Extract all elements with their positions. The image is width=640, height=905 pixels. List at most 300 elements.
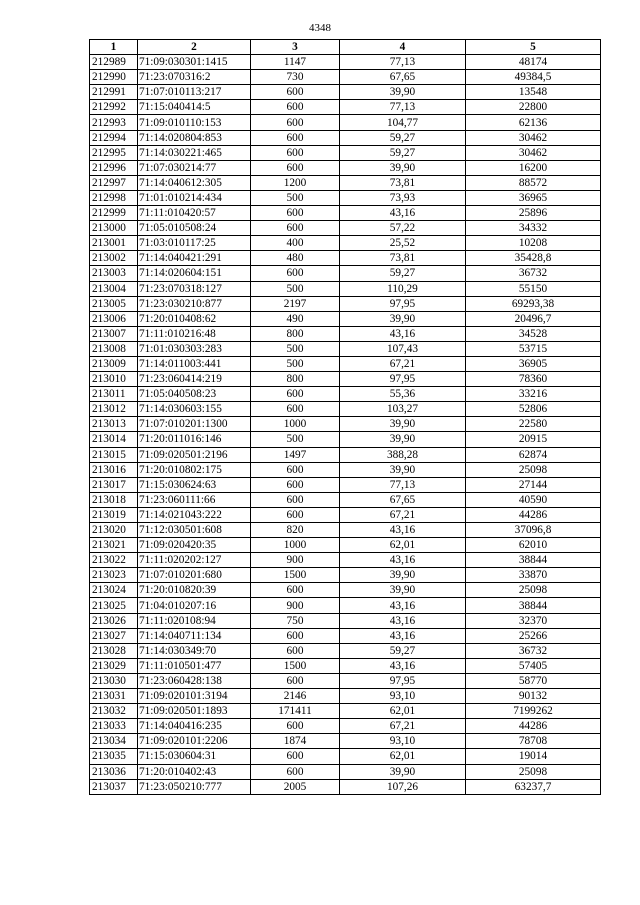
value-cell: 52806 bbox=[466, 402, 601, 417]
table-row bbox=[90, 145, 601, 160]
cadastral-number-cell: 71:04:010207:16 bbox=[138, 598, 251, 613]
rate-cell: 39,90 bbox=[340, 462, 466, 477]
table-row bbox=[90, 734, 601, 749]
row-number-cell: 213026 bbox=[90, 613, 138, 628]
rate-cell: 110,29 bbox=[340, 281, 466, 296]
cadastral-number-cell: 71:14:040612:305 bbox=[138, 175, 251, 190]
rate-cell: 62,01 bbox=[340, 704, 466, 719]
value-cell: 58770 bbox=[466, 673, 601, 688]
row-number-cell: 212997 bbox=[90, 175, 138, 190]
value-cell: 33216 bbox=[466, 387, 601, 402]
cadastral-number-cell: 71:23:060428:138 bbox=[138, 673, 251, 688]
area-cell: 750 bbox=[251, 613, 340, 628]
cadastral-number-cell: 71:05:010508:24 bbox=[138, 221, 251, 236]
row-number-cell: 213034 bbox=[90, 734, 138, 749]
area-cell: 500 bbox=[251, 190, 340, 205]
rate-cell: 103,27 bbox=[340, 402, 466, 417]
value-cell: 35428,8 bbox=[466, 251, 601, 266]
rate-cell: 57,22 bbox=[340, 221, 466, 236]
value-cell: 34528 bbox=[466, 326, 601, 341]
row-number-cell: 213033 bbox=[90, 719, 138, 734]
row-number-cell: 213003 bbox=[90, 266, 138, 281]
row-number-cell: 213012 bbox=[90, 402, 138, 417]
column-header-3: 3 bbox=[251, 40, 340, 55]
table-row bbox=[90, 100, 601, 115]
rate-cell: 39,90 bbox=[340, 85, 466, 100]
area-cell: 600 bbox=[251, 749, 340, 764]
area-cell: 600 bbox=[251, 583, 340, 598]
value-cell: 62874 bbox=[466, 447, 601, 462]
row-number-cell: 213004 bbox=[90, 281, 138, 296]
table-row bbox=[90, 507, 601, 522]
table-row bbox=[90, 417, 601, 432]
header-row bbox=[90, 40, 601, 55]
value-cell: 20496,7 bbox=[466, 311, 601, 326]
area-cell: 171411 bbox=[251, 704, 340, 719]
table-row bbox=[90, 432, 601, 447]
table-row bbox=[90, 296, 601, 311]
area-cell: 1500 bbox=[251, 658, 340, 673]
data-table bbox=[89, 39, 601, 795]
row-number-cell: 213025 bbox=[90, 598, 138, 613]
table-row bbox=[90, 658, 601, 673]
row-number-cell: 212995 bbox=[90, 145, 138, 160]
value-cell: 78360 bbox=[466, 372, 601, 387]
value-cell: 62136 bbox=[466, 115, 601, 130]
cadastral-number-cell: 71:12:030501:608 bbox=[138, 523, 251, 538]
area-cell: 600 bbox=[251, 402, 340, 417]
area-cell: 600 bbox=[251, 764, 340, 779]
row-number-cell: 213036 bbox=[90, 764, 138, 779]
area-cell: 1874 bbox=[251, 734, 340, 749]
table-row bbox=[90, 206, 601, 221]
cadastral-number-cell: 71:14:040711:134 bbox=[138, 628, 251, 643]
row-number-cell: 213020 bbox=[90, 523, 138, 538]
row-number-cell: 213030 bbox=[90, 673, 138, 688]
cadastral-number-cell: 71:09:020501:2196 bbox=[138, 447, 251, 462]
rate-cell: 55,36 bbox=[340, 387, 466, 402]
value-cell: 22800 bbox=[466, 100, 601, 115]
rate-cell: 59,27 bbox=[340, 130, 466, 145]
area-cell: 2146 bbox=[251, 689, 340, 704]
row-number-cell: 213018 bbox=[90, 492, 138, 507]
rate-cell: 67,21 bbox=[340, 719, 466, 734]
cadastral-number-cell: 71:14:030349:70 bbox=[138, 643, 251, 658]
value-cell: 49384,5 bbox=[466, 70, 601, 85]
area-cell: 600 bbox=[251, 628, 340, 643]
area-cell: 600 bbox=[251, 85, 340, 100]
table-row bbox=[90, 447, 601, 462]
table-row bbox=[90, 553, 601, 568]
table-row bbox=[90, 477, 601, 492]
cadastral-number-cell: 71:23:060414:219 bbox=[138, 372, 251, 387]
table-row bbox=[90, 598, 601, 613]
cadastral-number-cell: 71:07:030214:77 bbox=[138, 160, 251, 175]
table-row bbox=[90, 402, 601, 417]
value-cell: 30462 bbox=[466, 130, 601, 145]
value-cell: 63237,7 bbox=[466, 779, 601, 794]
rate-cell: 43,16 bbox=[340, 613, 466, 628]
table-row bbox=[90, 311, 601, 326]
area-cell: 800 bbox=[251, 372, 340, 387]
area-cell: 600 bbox=[251, 387, 340, 402]
row-number-cell: 213000 bbox=[90, 221, 138, 236]
rate-cell: 67,65 bbox=[340, 492, 466, 507]
column-header-5: 5 bbox=[466, 40, 601, 55]
table-row bbox=[90, 160, 601, 175]
table-row bbox=[90, 538, 601, 553]
table-row bbox=[90, 749, 601, 764]
column-header-2: 2 bbox=[138, 40, 251, 55]
area-cell: 1200 bbox=[251, 175, 340, 190]
area-cell: 480 bbox=[251, 251, 340, 266]
rate-cell: 388,28 bbox=[340, 447, 466, 462]
cadastral-number-cell: 71:14:040421:291 bbox=[138, 251, 251, 266]
table-row bbox=[90, 764, 601, 779]
table-row bbox=[90, 583, 601, 598]
column-header-4: 4 bbox=[340, 40, 466, 55]
area-cell: 600 bbox=[251, 719, 340, 734]
table-row bbox=[90, 628, 601, 643]
cadastral-number-cell: 71:11:010216:48 bbox=[138, 326, 251, 341]
area-cell: 600 bbox=[251, 266, 340, 281]
row-number-cell: 213027 bbox=[90, 628, 138, 643]
row-number-cell: 213021 bbox=[90, 538, 138, 553]
cadastral-number-cell: 71:15:030604:31 bbox=[138, 749, 251, 764]
rate-cell: 59,27 bbox=[340, 145, 466, 160]
rate-cell: 43,16 bbox=[340, 628, 466, 643]
rate-cell: 73,81 bbox=[340, 251, 466, 266]
rate-cell: 43,16 bbox=[340, 206, 466, 221]
area-cell: 600 bbox=[251, 477, 340, 492]
area-cell: 1147 bbox=[251, 55, 340, 70]
table-row bbox=[90, 175, 601, 190]
value-cell: 25098 bbox=[466, 462, 601, 477]
cadastral-number-cell: 71:20:010802:175 bbox=[138, 462, 251, 477]
rate-cell: 73,93 bbox=[340, 190, 466, 205]
column-header-1: 1 bbox=[90, 40, 138, 55]
value-cell: 44286 bbox=[466, 719, 601, 734]
area-cell: 500 bbox=[251, 432, 340, 447]
cadastral-number-cell: 71:14:030221:465 bbox=[138, 145, 251, 160]
rate-cell: 67,65 bbox=[340, 70, 466, 85]
area-cell: 600 bbox=[251, 115, 340, 130]
area-cell: 600 bbox=[251, 160, 340, 175]
value-cell: 78708 bbox=[466, 734, 601, 749]
row-number-cell: 212993 bbox=[90, 115, 138, 130]
row-number-cell: 212990 bbox=[90, 70, 138, 85]
cadastral-number-cell: 71:11:020108:94 bbox=[138, 613, 251, 628]
area-cell: 500 bbox=[251, 341, 340, 356]
cadastral-number-cell: 71:09:020101:3194 bbox=[138, 689, 251, 704]
cadastral-number-cell: 71:01:010214:434 bbox=[138, 190, 251, 205]
value-cell: 30462 bbox=[466, 145, 601, 160]
cadastral-number-cell: 71:23:050210:777 bbox=[138, 779, 251, 794]
rate-cell: 93,10 bbox=[340, 734, 466, 749]
value-cell: 36732 bbox=[466, 643, 601, 658]
value-cell: 40590 bbox=[466, 492, 601, 507]
row-number-cell: 213014 bbox=[90, 432, 138, 447]
row-number-cell: 213031 bbox=[90, 689, 138, 704]
row-number-cell: 213024 bbox=[90, 583, 138, 598]
area-cell: 900 bbox=[251, 598, 340, 613]
table-row bbox=[90, 251, 601, 266]
table-body bbox=[90, 55, 601, 795]
table-row bbox=[90, 689, 601, 704]
cadastral-number-cell: 71:14:021043:222 bbox=[138, 507, 251, 522]
rate-cell: 107,43 bbox=[340, 341, 466, 356]
area-cell: 500 bbox=[251, 281, 340, 296]
table-row bbox=[90, 70, 601, 85]
table-row bbox=[90, 719, 601, 734]
value-cell: 20915 bbox=[466, 432, 601, 447]
rate-cell: 39,90 bbox=[340, 764, 466, 779]
row-number-cell: 212992 bbox=[90, 100, 138, 115]
area-cell: 2005 bbox=[251, 779, 340, 794]
table-row bbox=[90, 221, 601, 236]
table-row bbox=[90, 613, 601, 628]
value-cell: 57405 bbox=[466, 658, 601, 673]
row-number-cell: 213023 bbox=[90, 568, 138, 583]
row-number-cell: 212989 bbox=[90, 55, 138, 70]
cadastral-number-cell: 71:09:020420:35 bbox=[138, 538, 251, 553]
area-cell: 400 bbox=[251, 236, 340, 251]
cadastral-number-cell: 71:07:010113:217 bbox=[138, 85, 251, 100]
table-row bbox=[90, 326, 601, 341]
rate-cell: 59,27 bbox=[340, 266, 466, 281]
rate-cell: 43,16 bbox=[340, 523, 466, 538]
cadastral-number-cell: 71:14:030603:155 bbox=[138, 402, 251, 417]
row-number-cell: 213032 bbox=[90, 704, 138, 719]
row-number-cell: 213008 bbox=[90, 341, 138, 356]
row-number-cell: 212994 bbox=[90, 130, 138, 145]
area-cell: 600 bbox=[251, 206, 340, 221]
cadastral-number-cell: 71:20:010820:39 bbox=[138, 583, 251, 598]
table-row bbox=[90, 779, 601, 794]
row-number-cell: 213029 bbox=[90, 658, 138, 673]
cadastral-number-cell: 71:15:040414:5 bbox=[138, 100, 251, 115]
area-cell: 1000 bbox=[251, 538, 340, 553]
value-cell: 69293,38 bbox=[466, 296, 601, 311]
rate-cell: 43,16 bbox=[340, 598, 466, 613]
value-cell: 88572 bbox=[466, 175, 601, 190]
row-number-cell: 212996 bbox=[90, 160, 138, 175]
table-row bbox=[90, 462, 601, 477]
rate-cell: 67,21 bbox=[340, 507, 466, 522]
rate-cell: 39,90 bbox=[340, 568, 466, 583]
row-number-cell: 213022 bbox=[90, 553, 138, 568]
value-cell: 25266 bbox=[466, 628, 601, 643]
cadastral-number-cell: 71:01:030303:283 bbox=[138, 341, 251, 356]
table-row bbox=[90, 492, 601, 507]
rate-cell: 97,95 bbox=[340, 372, 466, 387]
value-cell: 16200 bbox=[466, 160, 601, 175]
page-number: 4348 bbox=[309, 22, 331, 34]
rate-cell: 67,21 bbox=[340, 356, 466, 371]
table-row bbox=[90, 266, 601, 281]
value-cell: 48174 bbox=[466, 55, 601, 70]
row-number-cell: 212991 bbox=[90, 85, 138, 100]
value-cell: 7199262 bbox=[466, 704, 601, 719]
table-row bbox=[90, 568, 601, 583]
row-number-cell: 213037 bbox=[90, 779, 138, 794]
row-number-cell: 213019 bbox=[90, 507, 138, 522]
rate-cell: 62,01 bbox=[340, 538, 466, 553]
cadastral-number-cell: 71:20:011016:146 bbox=[138, 432, 251, 447]
table-row bbox=[90, 281, 601, 296]
cadastral-number-cell: 71:14:020604:151 bbox=[138, 266, 251, 281]
row-number-cell: 213017 bbox=[90, 477, 138, 492]
cadastral-number-cell: 71:09:030301:1415 bbox=[138, 55, 251, 70]
rate-cell: 97,95 bbox=[340, 673, 466, 688]
value-cell: 38844 bbox=[466, 553, 601, 568]
table-row bbox=[90, 704, 601, 719]
area-cell: 1500 bbox=[251, 568, 340, 583]
cadastral-number-cell: 71:11:020202:127 bbox=[138, 553, 251, 568]
value-cell: 53715 bbox=[466, 341, 601, 356]
cadastral-number-cell: 71:23:070316:2 bbox=[138, 70, 251, 85]
value-cell: 62010 bbox=[466, 538, 601, 553]
rate-cell: 25,52 bbox=[340, 236, 466, 251]
row-number-cell: 213005 bbox=[90, 296, 138, 311]
row-number-cell: 213006 bbox=[90, 311, 138, 326]
cadastral-number-cell: 71:09:020501:1893 bbox=[138, 704, 251, 719]
row-number-cell: 212999 bbox=[90, 206, 138, 221]
area-cell: 600 bbox=[251, 492, 340, 507]
row-number-cell: 213001 bbox=[90, 236, 138, 251]
rate-cell: 77,13 bbox=[340, 55, 466, 70]
value-cell: 27144 bbox=[466, 477, 601, 492]
area-cell: 2197 bbox=[251, 296, 340, 311]
table-row bbox=[90, 372, 601, 387]
value-cell: 34332 bbox=[466, 221, 601, 236]
area-cell: 600 bbox=[251, 100, 340, 115]
row-number-cell: 213007 bbox=[90, 326, 138, 341]
row-number-cell: 213013 bbox=[90, 417, 138, 432]
cadastral-number-cell: 71:20:010402:43 bbox=[138, 764, 251, 779]
row-number-cell: 213028 bbox=[90, 643, 138, 658]
table-row bbox=[90, 643, 601, 658]
value-cell: 36965 bbox=[466, 190, 601, 205]
row-number-cell: 213010 bbox=[90, 372, 138, 387]
cadastral-number-cell: 71:23:070318:127 bbox=[138, 281, 251, 296]
value-cell: 13548 bbox=[466, 85, 601, 100]
area-cell: 600 bbox=[251, 145, 340, 160]
rate-cell: 43,16 bbox=[340, 658, 466, 673]
cadastral-number-cell: 71:11:010501:477 bbox=[138, 658, 251, 673]
value-cell: 25098 bbox=[466, 583, 601, 598]
area-cell: 600 bbox=[251, 221, 340, 236]
row-number-cell: 213002 bbox=[90, 251, 138, 266]
table-row bbox=[90, 130, 601, 145]
value-cell: 36905 bbox=[466, 356, 601, 371]
rate-cell: 43,16 bbox=[340, 553, 466, 568]
area-cell: 1497 bbox=[251, 447, 340, 462]
table-row bbox=[90, 236, 601, 251]
rate-cell: 39,90 bbox=[340, 417, 466, 432]
table-row bbox=[90, 673, 601, 688]
value-cell: 55150 bbox=[466, 281, 601, 296]
cadastral-number-cell: 71:07:010201:1300 bbox=[138, 417, 251, 432]
table-row bbox=[90, 523, 601, 538]
cadastral-number-cell: 71:23:030210:877 bbox=[138, 296, 251, 311]
rate-cell: 104,77 bbox=[340, 115, 466, 130]
value-cell: 33870 bbox=[466, 568, 601, 583]
value-cell: 25098 bbox=[466, 764, 601, 779]
table-row bbox=[90, 85, 601, 100]
cadastral-number-cell: 71:07:010201:680 bbox=[138, 568, 251, 583]
cadastral-number-cell: 71:14:020804:853 bbox=[138, 130, 251, 145]
area-cell: 900 bbox=[251, 553, 340, 568]
row-number-cell: 213011 bbox=[90, 387, 138, 402]
area-cell: 500 bbox=[251, 356, 340, 371]
table-row bbox=[90, 341, 601, 356]
value-cell: 37096,8 bbox=[466, 523, 601, 538]
rate-cell: 62,01 bbox=[340, 749, 466, 764]
row-number-cell: 213015 bbox=[90, 447, 138, 462]
value-cell: 19014 bbox=[466, 749, 601, 764]
rate-cell: 59,27 bbox=[340, 643, 466, 658]
rate-cell: 39,90 bbox=[340, 432, 466, 447]
row-number-cell: 212998 bbox=[90, 190, 138, 205]
rate-cell: 77,13 bbox=[340, 477, 466, 492]
rate-cell: 97,95 bbox=[340, 296, 466, 311]
rate-cell: 107,26 bbox=[340, 779, 466, 794]
area-cell: 490 bbox=[251, 311, 340, 326]
rate-cell: 39,90 bbox=[340, 583, 466, 598]
cadastral-number-cell: 71:23:060111:66 bbox=[138, 492, 251, 507]
value-cell: 90132 bbox=[466, 689, 601, 704]
rate-cell: 77,13 bbox=[340, 100, 466, 115]
cadastral-number-cell: 71:09:010110:153 bbox=[138, 115, 251, 130]
table-row bbox=[90, 387, 601, 402]
area-cell: 1000 bbox=[251, 417, 340, 432]
area-cell: 800 bbox=[251, 326, 340, 341]
rate-cell: 43,16 bbox=[340, 326, 466, 341]
cadastral-number-cell: 71:14:040416:235 bbox=[138, 719, 251, 734]
cadastral-number-cell: 71:11:010420:57 bbox=[138, 206, 251, 221]
area-cell: 730 bbox=[251, 70, 340, 85]
value-cell: 38844 bbox=[466, 598, 601, 613]
cadastral-number-cell: 71:20:010408:62 bbox=[138, 311, 251, 326]
row-number-cell: 213009 bbox=[90, 356, 138, 371]
value-cell: 36732 bbox=[466, 266, 601, 281]
value-cell: 22580 bbox=[466, 417, 601, 432]
table-row bbox=[90, 55, 601, 70]
area-cell: 600 bbox=[251, 130, 340, 145]
table-row bbox=[90, 190, 601, 205]
cadastral-number-cell: 71:14:011003:441 bbox=[138, 356, 251, 371]
rate-cell: 73,81 bbox=[340, 175, 466, 190]
table-row bbox=[90, 115, 601, 130]
rate-cell: 39,90 bbox=[340, 160, 466, 175]
cadastral-number-cell: 71:09:020101:2206 bbox=[138, 734, 251, 749]
value-cell: 44286 bbox=[466, 507, 601, 522]
cadastral-number-cell: 71:05:040508:23 bbox=[138, 387, 251, 402]
value-cell: 25896 bbox=[466, 206, 601, 221]
cadastral-number-cell: 71:15:030624:63 bbox=[138, 477, 251, 492]
area-cell: 820 bbox=[251, 523, 340, 538]
rate-cell: 93,10 bbox=[340, 689, 466, 704]
table-row bbox=[90, 356, 601, 371]
row-number-cell: 213016 bbox=[90, 462, 138, 477]
area-cell: 600 bbox=[251, 507, 340, 522]
value-cell: 32370 bbox=[466, 613, 601, 628]
area-cell: 600 bbox=[251, 643, 340, 658]
cadastral-number-cell: 71:03:010117:25 bbox=[138, 236, 251, 251]
area-cell: 600 bbox=[251, 673, 340, 688]
rate-cell: 39,90 bbox=[340, 311, 466, 326]
